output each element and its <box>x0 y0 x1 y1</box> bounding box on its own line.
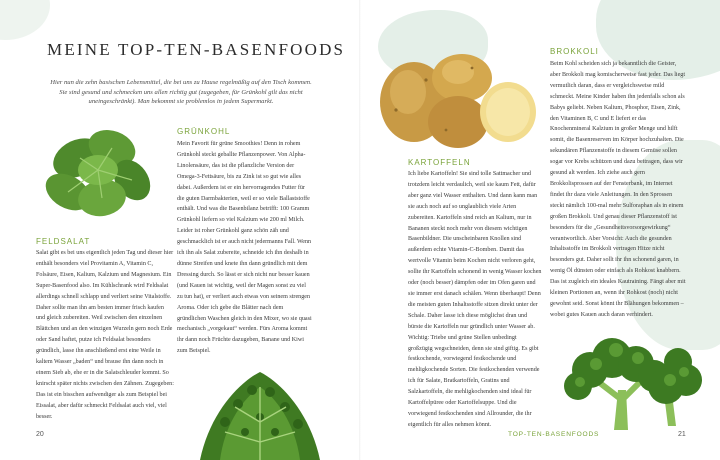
section-body: Mein Favorit für grüne Smoothies! Denn in rohem Grünkohl steckt geballte Pflanzenpower. Von Alpha-Linolensäure, das ist die pflanzliche Version der Omega-3-Fettsäure, bis zu Zink ist so gut wie alles dabei. Außerdem ist er ein hervorragendes Futter für die guten Darmbakterien, weil er so viele Ballaststoffe enthält. Und was die Basenbilanz betrifft: 100 Gramm Grünkohl liefern so viel Kalzium wie 200 ml Milch. Leider ist roher Grünkohl ganz schön zäh und geschmacklich ist er auch nicht jedermanns Fall. Wenn ich ihn als Salat zubereite, schneide ich ihn deshalb in dünne Streifen und knete ihn dann gründlich mit dem Dressing durch. So lässt er sich nicht nur besser kauen (und Kauen ist wichtig, weil der Magen sonst zu viel zu tun hat), er verliert auch etwas von seinem strengen Aroma. Oder ich gebe die Blätter nach dem gründlichen Waschen gleich in den Mixer, wo sie quasi mechanisch „vorgekaut“ werden. Fürs Aroma kommt ihr dann noch Früchte dazugeben, Banane und Kiwi zum Beispiel. <box>177 141 312 355</box>
page-title: MEINE TOP-TEN-BASENFOODS <box>47 40 346 59</box>
section-heading: GRÜNKOHL <box>177 127 231 136</box>
running-title: TOP-TEN-BASENFOODS <box>508 431 600 438</box>
feldsalat-image <box>40 118 160 230</box>
section-heading: BROKKOLI <box>550 47 599 56</box>
page-number: 21 <box>678 431 686 438</box>
page-gutter <box>359 0 361 460</box>
kartoffeln-image <box>376 50 542 150</box>
page-number: 20 <box>36 431 44 438</box>
section-body: Beim Kohl scheiden sich ja bekanntlich die Geister, aber Brokkoli mag komischerweise fast jeder. Das liegt vermutlich daran, dass er vergleichsweise mild schmeckt. Meine Kinder haben ihn jedenfalls schon als Babys geliebt. Neben Kalium, Phosphor, Eisen, Zink, den Vitaminen B, C und E liefert er das Knochenmineral Kalzium in großer Menge und hilft somit, die Basenreserven im Körper hochzuhalten. Die sekundären Pflanzenstoffe in diesem Gemüse sollen sogar vor Krebs schützen und dazu beitragen, dass wir gesund alt werden. Ich ziehe auch gern Brokkolisprossen auf der Fensterbank, im Internet findet ihr dazu viele Anleitungen. In den Sprossen steckt nämlich 100-mal mehr Sulforaphan als in einem großen Brokkoli. Und genau dieser Pflanzenstoff ist besonders für die „Gesundheitsvorsorgewirkung“ verantwortlich. Aber Vorsicht: Auch die gesunden Inhaltsstoffe im Brokkoli vertragen Hitze nicht besonders gut. Daher sollt ihr ihn schonend garen, in wenig Öl dünsten oder einfach als Rohkost knabbern. Das ist zugleich ein ideales Kautraining. Fängt aber mit kleinen Portionen an, wenn ihr Rohkost (noch) nicht gewohnt seid. Sonst könnt ihr Blähungen bekommen – wobei gutes Kauen auch daran verhindert. <box>550 61 686 318</box>
section-heading: FELDSALAT <box>36 237 91 246</box>
background-blob <box>0 0 50 40</box>
gruenkohl-image <box>190 362 330 460</box>
section-body: Salat gibt es bei uns eigentlich jeden Tag und dieser hier enthält besonders viel Provitamin A, Vitamin C, Folsäure, Eisen, Kalium, Kalzium und Magnesium. Ein Super-Basenfood also. Im Kühlschrank wird Feldsalat allerdings schnell schlapp und verliert seine Vitalstoffe. Daher sollte man ihn am besten immer frisch kaufen und gleich zubereiten. Weil zwischen den einzelnen Blättchen und an den winzigen Wurzeln gern noch Erde oder Sand haftet, putze ich Feldsalat besonders gründlich, lasse ihn anschließend erst eine Weile in kaltem Wasser „baden“ und brause ihn dann noch in einem Sieb ab, ehe er in die Salatschleuder kommt. So knirscht später nichts zwischen den Zähnen. Zugegeben: Das ist ein bisschen aufwendiger als zum Beispiel bei Eissalat, aber dafür schmeckt Feldsalat auch viel, viel besser. <box>36 250 174 420</box>
intro-text: Hier nun die zehn basischen Lebensmittel, die bei uns zu Hause regelmäßig auf den Tisch kommen. Sie sind gesund und schmecken uns allen richtig gut (zugegeben, für Grünkohl gilt das nicht uneingeschränkt). Man bekommt sie problemlos in jedem Supermarkt. <box>50 79 312 106</box>
section-heading: KARTOFFELN <box>408 158 471 167</box>
section-body: Ich liebe Kartoffeln! Sie sind tolle Sattmacher und trotzdem leicht verdaulich, weil sie kaum Fett, dafür aber ganz viel Wasser enthalten. Und dann kann man sie auch noch auf so unglaublich viele Arten zubereiten. Kartoffeln sind reich an Kalium, nur in Bananen steckt noch mehr von diesem wichtigen Basenbildner. Die unscheinbaren Knollen sind außerdem echte Vitamin-C-Bomben. Damit das wertvolle Vitamin beim Kochen nicht verloren geht, sollte ihr Kartoffeln schonend in wenig Wasser kochen oder (noch besser) dämpfen oder im Ofen garen und sie immer erst danach schälen. Wenn überhaupt! Denn die meisten guten Inhaltsstoffe sitzen direkt unter der Schale. Daher lasse ich diese möglichst dran und bürste die Kartoffeln nur gründlich unter Wasser ab. Wichtig: Triebe und grüne Stellen unbedingt großzügig wegschneiden, denn sie sind giftig. Es gibt festkochende, vorwiegend festkochende und mehligkochende Sorten. Die festkochenden verwende ich für Salate, Bratkartoffeln, Gratins und Salzkartoffeln, die mehligkochenden sind ideal für Kartoffelpüree oder Kartoffelsuppe. Und die vorwiegend festkochenden sind Allrounder, die ihr eigentlich für alles nehmen könnt. <box>408 171 542 428</box>
brokkoli-image <box>556 320 706 430</box>
